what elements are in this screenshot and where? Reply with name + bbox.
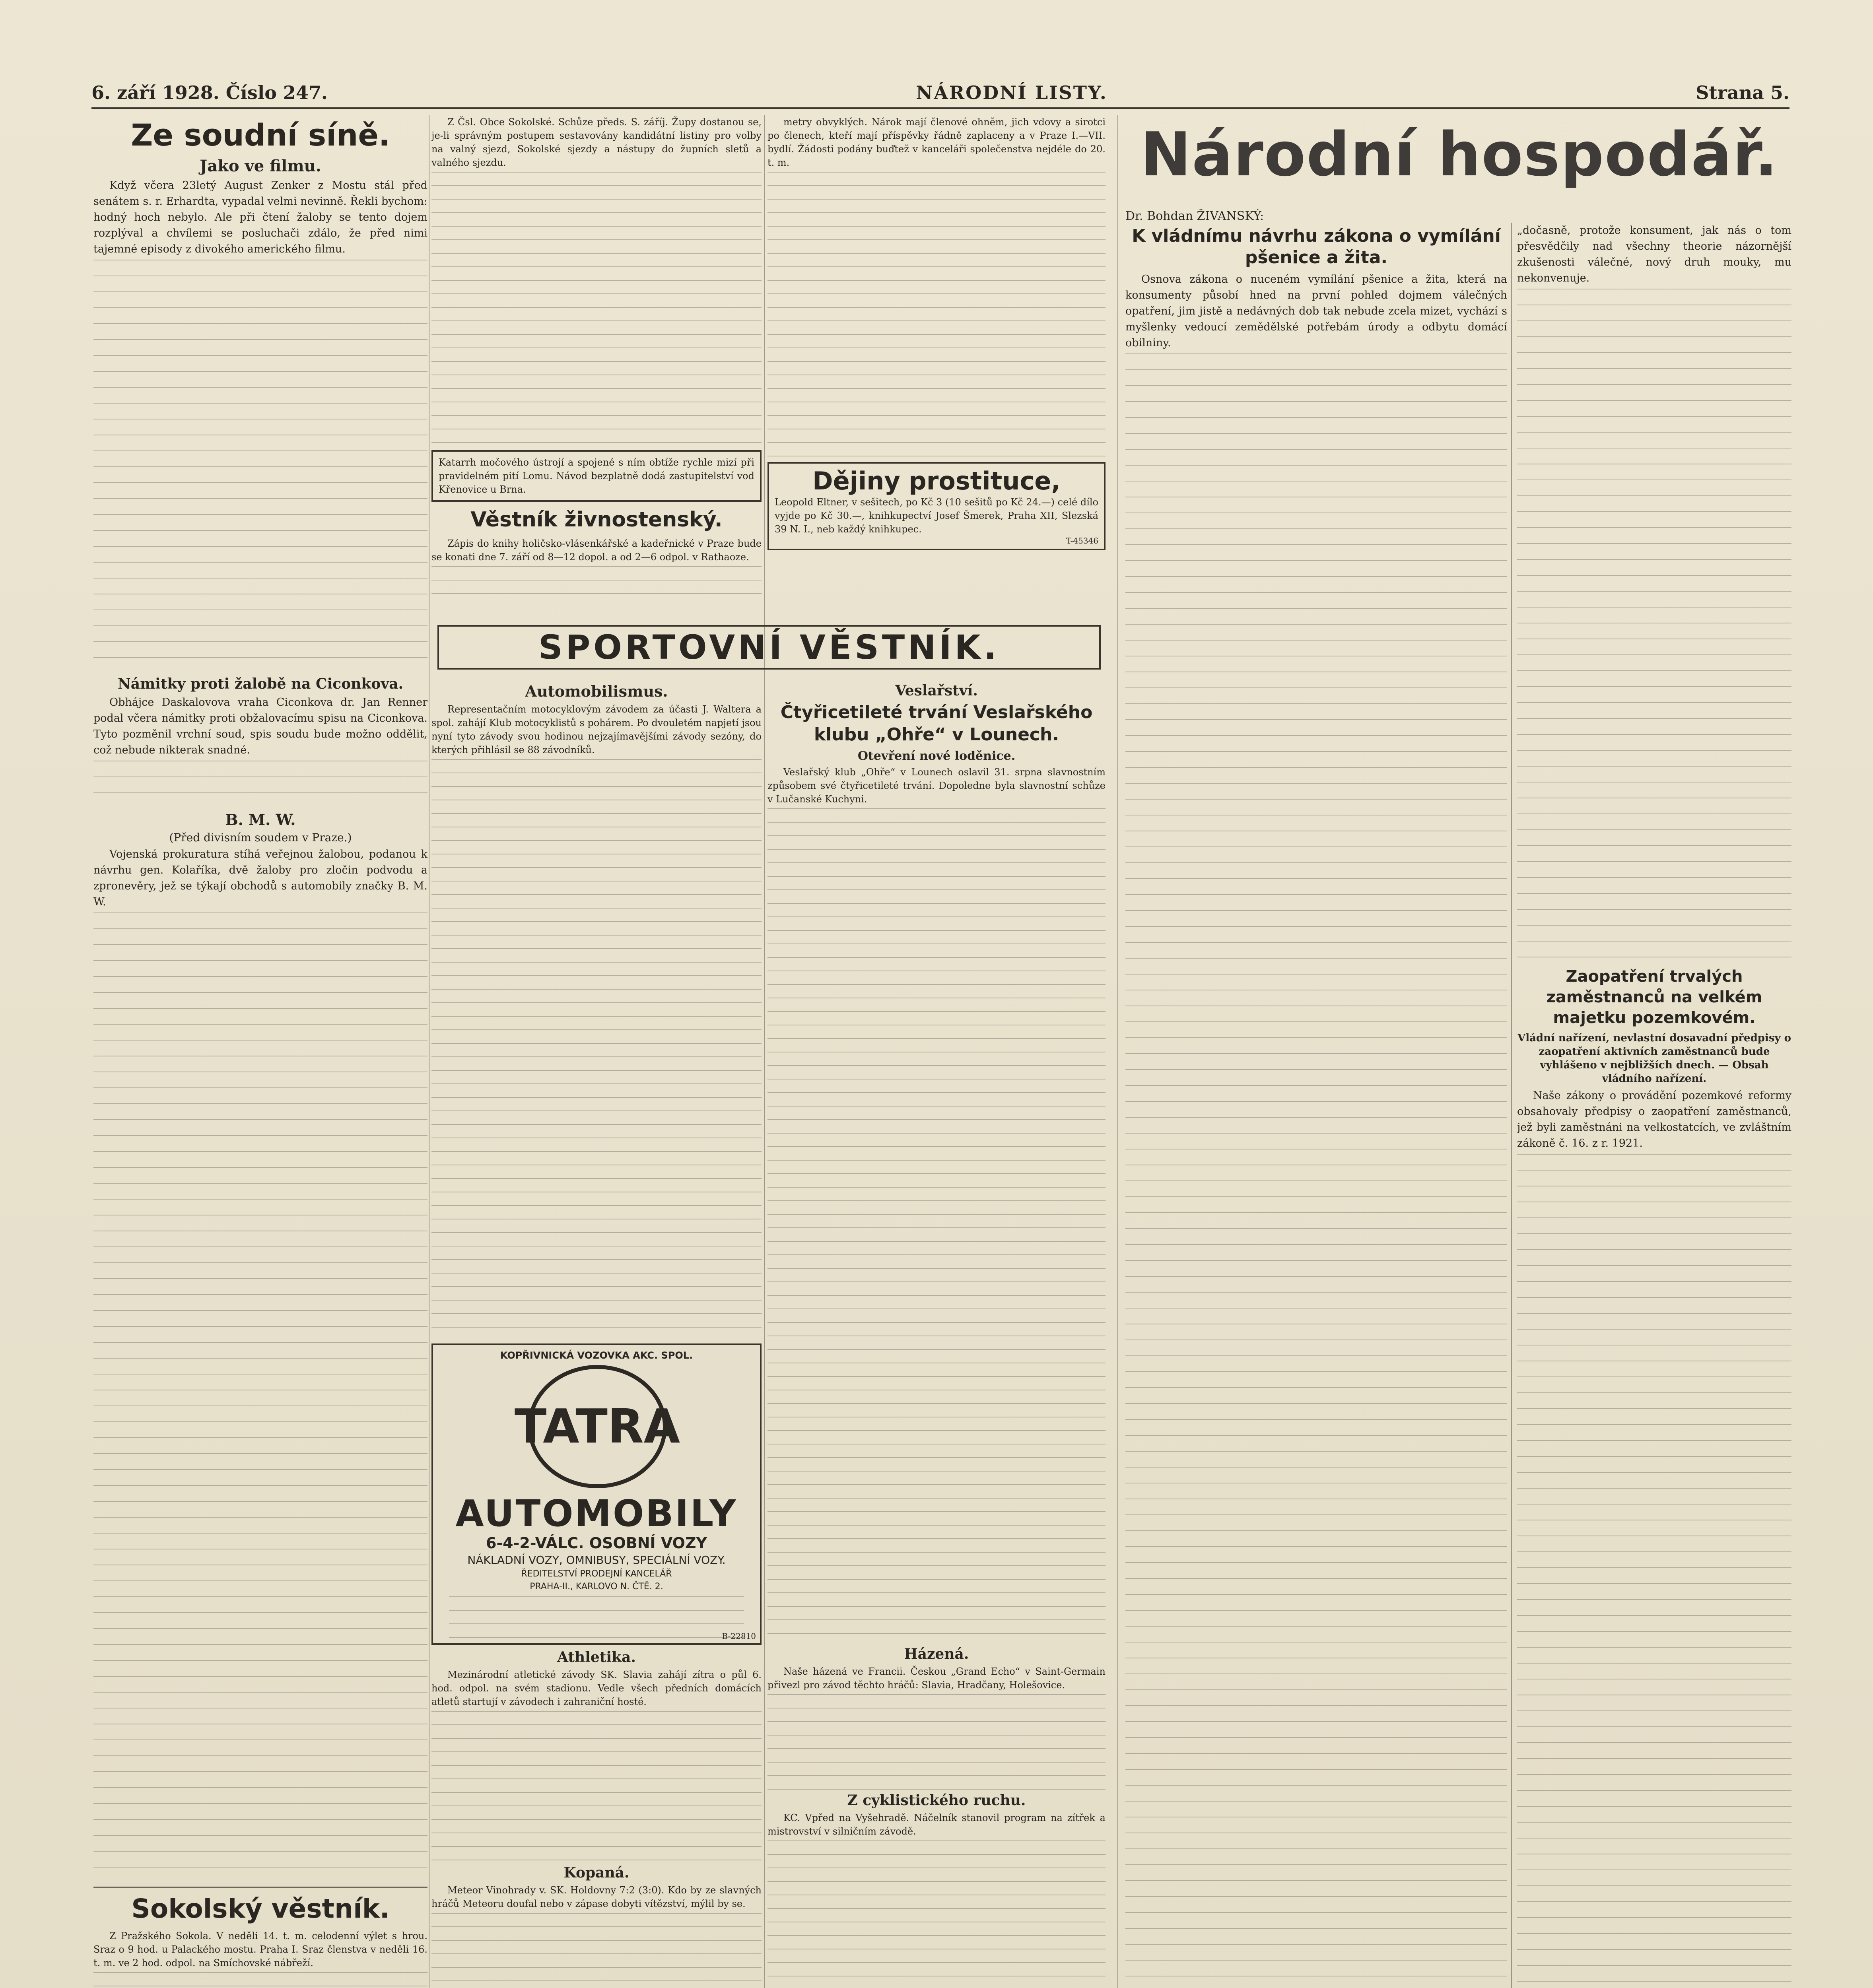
section-divider	[93, 1887, 427, 1888]
article-athletics	[431, 1668, 762, 1708]
ad-line-1: 6-4-2-VÁLC. OSOBNÍ VOZY	[486, 1534, 707, 1552]
article-paragraph: Vojenská prokuratura stíhá veřejnou žalobou, podanou k návrhu gen. Kolaříka, dvě žaloby pro zločin podvodu a zpronevěry, jež se týkají obchodů s automobily značky B. M. W.	[93, 848, 427, 908]
article-employees	[1517, 1088, 1791, 1151]
article-handball	[767, 1665, 1106, 1692]
section-title-economy: Národní hospodář.	[1141, 119, 1778, 190]
tatra-logo-icon	[433, 1361, 762, 1492]
column-court-news	[93, 115, 427, 1988]
subtitle-handball: Házená.	[904, 1646, 969, 1662]
section-title-zivnost: Věstník živnostenský.	[470, 508, 723, 532]
section-title-court: Ze soudní síně.	[131, 117, 390, 153]
notice-union	[767, 115, 1106, 169]
page-header	[91, 76, 1789, 103]
ad-line-4: PRAHA-II., KARLOVO N. ČTĚ. 2.	[530, 1582, 663, 1592]
article-continued-text	[93, 1972, 427, 1988]
article-jako-ve-filmu	[93, 178, 427, 257]
subtitle-athletics: Athletika.	[557, 1649, 636, 1666]
subtitle-cycling: Z cyklistického ruchu.	[847, 1792, 1026, 1809]
ad-line-2: NÁKLADNÍ VOZY, OMNIBUSY, SPECIÁLNÍ VOZY.	[467, 1553, 726, 1567]
header-rule	[91, 107, 1789, 109]
article-paragraph: „dočasně, protože konsument, jak nás o tom přesvědčily nad všechny theorie názornější zkušenosti válečné, nový druh mouky, mu nekonvenuje.	[1517, 224, 1791, 284]
subtitle-boathouse: Otevření nové loděnice.	[857, 749, 1016, 763]
subtitle-bmw: B. M. W.	[225, 811, 296, 829]
article-continued-text	[431, 1913, 762, 1988]
ad-branch-list	[449, 1596, 744, 1640]
column-economy-right	[1517, 223, 1791, 1988]
article-paragraph: Naše zákony o provádění pozemkové reformy obsahovaly předpisy o zaopatření zaměstnanců, jež byli zaměstnáni na velkostatcích, ve zvláštním zákoně č. 16. z r. 1921.	[1517, 1089, 1791, 1149]
ad-text: Leopold Eltner, v sešitech, po Kč 3 (10 sešitů po Kč 24.—) celé dílo vyjde po Kč 30.—, knihkupectví Josef Šmerek, Praha XII, Slezská 39 N. I., neb každý knihkupec.	[775, 497, 1098, 535]
column-sport-right	[767, 680, 1106, 1988]
article-continued-text	[767, 1840, 1106, 1988]
headline-rowing-club: Čtyřicetileté trvání Veslařského klubu „Ohře“ v Lounech.	[780, 702, 1093, 745]
article-continued-text	[431, 759, 762, 1340]
byline-bmw: (Před divisním soudem v Praze.)	[169, 831, 352, 844]
article-paragraph: Z Čsl. Obce Sokolské. Schůze předs. S. záříj. Župy dostanou se, je-li správným postupem sestavovány kandidátní listiny pro volby na valný sjezd, Sokolské sjezdy a nástupy do župních sletů a valného sjezdu.	[431, 116, 762, 168]
article-football	[431, 1883, 762, 1910]
article-paragraph: Representačním motocyklovým závodem za účasti J. Waltera a spol. zahájí Klub motocyklistů s pohárem. Po dvouletém napjetí jsou nyní tyto závody svou hodinou nejzajímavějšími závody sezóny, do kterých přihlásil se 88 závodníků.	[431, 704, 762, 755]
article-economy	[1125, 272, 1507, 351]
article-continued-text	[1517, 289, 1791, 961]
column-rule	[764, 115, 765, 1988]
header-page-number: Strana 5.	[1696, 82, 1789, 103]
article-byline: Dr. Bohdan ŽIVANSKÝ:	[1125, 209, 1264, 223]
article-paragraph: KC. Vpřed na Vyšehradě. Náčelník stanovil program na zítřek a mistrovství v silničním závodě.	[767, 1812, 1106, 1837]
zivnost-notice	[431, 537, 762, 564]
article-automobilism	[431, 703, 762, 757]
ad-automobily: AUTOMOBILY	[455, 1492, 738, 1535]
ad-code: B-22810	[722, 1631, 756, 1641]
article-rowing	[767, 765, 1106, 806]
article-continued-text	[93, 761, 427, 808]
subtitle-football: Kopaná.	[563, 1864, 630, 1881]
article-paragraph: Mezinárodní atletické závody SK. Slavia zahájí zítra o půl 6. hod. odpol. na svém stadionu. Vedle všech předních domácích atletů startují v závodech i zahraniční hosté.	[431, 1669, 762, 1707]
article-continued-text	[431, 1711, 762, 1862]
ad-code: T-45346	[1066, 536, 1098, 546]
article-paragraph: Naše házená ve Francii. Českou „Grand Echo“ v Saint-Germain přivezl pro závod těchto hráčů: Slavia, Hradčany, Holešovice.	[767, 1666, 1106, 1691]
article-economy-continuation	[1517, 223, 1791, 286]
article-paragraph: metry obvyklých. Nárok mají členové ohněm, jich vdovy a sirotci po členech, kteří mají příspěvky řádně zaplaceny a v Praze I.—VII. bydlí. Žádosti podány buďtež v kanceláři společenstva nejdéle do 20. t. m.	[767, 116, 1106, 168]
article-continued-text	[1125, 353, 1507, 1988]
article-paragraph: Obhájce Daskalovova vraha Ciconkova dr. Jan Renner podal včera námitky proti obžalovacímu spisu na Ciconkova. Tyto pozměnil vrchní soud, spis soudu bude možno oddělit, což nebude nikterak snadné.	[93, 696, 427, 756]
article-continued-text	[767, 1694, 1106, 1790]
article-continued-text	[1517, 1154, 1791, 1988]
headline-employees: Zaopatření trvalých zaměstnanců na velkém majetku pozemkovém.	[1546, 967, 1762, 1027]
ad-text: Katarrh močového ústrojí a spojené s ním obtíže rychle mizí při pravidelném pití Lomu. Návod bezplatně dodá zastupitelství vod Křenovice u Brna.	[439, 457, 754, 495]
article-bmw	[93, 846, 427, 910]
ad-company-name: KOPŘIVNICKÁ VOZOVKA AKC. SPOL.	[500, 1350, 693, 1361]
header-issue: 6. září 1928. Číslo 247.	[91, 82, 328, 103]
column-sport-left	[431, 680, 762, 1988]
ad-dejiny-prostituce	[767, 462, 1106, 550]
article-paragraph: Zápis do knihy holičsko-vlásenkářské a kadeřnické v Praze bude se konati dne 7. září od 8—12 dopol. a od 2—6 odpol. v Rathaoze.	[431, 538, 762, 563]
ad-tatra	[431, 1343, 762, 1645]
subtitle-automobilism: Automobilismus.	[525, 682, 668, 700]
article-paragraph: Osnova zákona o nuceném vymílání pšenice a žita, která na konsumenty působí hned na první pohled dojmem válečných opatření, jim jistě a nedávných dob tak nebude zcela mizet, vychází s myšlenky vedoucí zemědělské potřebám úrody a odbytu domácí obilniny.	[1125, 273, 1507, 349]
section-title-sokol: Sokolský věstník.	[131, 1893, 390, 1924]
article-headline: K vládnímu návrhu zákona o vymílání pšenice a žita.	[1132, 226, 1501, 268]
sokol-news	[93, 1929, 427, 1970]
sokol-obec-notice	[431, 115, 762, 169]
article-cycling	[767, 1811, 1106, 1838]
column-rule	[1117, 115, 1118, 1988]
article-paragraph: Z Pražského Sokola. V neděli 14. t. m. celodenní výlet s hrou. Sraz o 9 hod. u Palackého mostu. Praha I. Sraz členstva v neděli 16. t. m. ve 2 hod. odpol. na Smíchovské nábřeží.	[93, 1930, 427, 1969]
article-paragraph: Meteor Vinohrady v. SK. Holdovny 7:2 (3:0). Kdo by ze slavných hráčů Meteoru doufal nebo v zápase dobyti vítězství, mýlil by se.	[431, 1885, 762, 1909]
article-continued-text	[767, 172, 1106, 458]
subtitle-rowing: Veslařství.	[895, 682, 978, 699]
article-ciconkov	[93, 695, 427, 758]
header-masthead: NÁRODNÍ LISTY.	[916, 82, 1107, 103]
ad-line-3: ŘEDITELSTVÍ PRODEJNÍ KANCELÁŘ	[521, 1569, 672, 1579]
article-continued-text	[767, 808, 1106, 1643]
article-continued-text	[431, 172, 762, 446]
article-paragraph: Když včera 23letý August Zenker z Mostu stál před senátem s. r. Erhardta, vypadal velmi nevinně. Řekli bychom: hodný hoch nebylo. Ale při čtení žaloby se tento dojem rozplýval a chvílemi se posluchači zdálo, že před nimi tajemné episody z divokého amerického filmu.	[93, 179, 427, 255]
article-continued-text	[93, 912, 427, 1883]
article-paragraph: Veslařský klub „Ohře“ v Lounech oslavil 31. srpna slavnostním způsobem své čtyřicetileté trvání. Dopoledne byla slavnostní schůze v Lučanské Kuchyni.	[767, 767, 1106, 805]
ad-title: Dějiny prostituce,	[812, 466, 1061, 495]
subtitle-ciconkov: Námitky proti žalobě na Ciconkova.	[117, 676, 404, 692]
subtitle-jako-ve-filmu: Jako ve filmu.	[200, 157, 321, 175]
sport-section-banner: SPORTOVNÍ VĚSTNÍK.	[437, 625, 1101, 670]
article-continued-text	[431, 566, 762, 606]
column-economy	[1125, 207, 1507, 1988]
tatra-logo-text: TATRA	[514, 1399, 680, 1454]
column-rule	[1511, 223, 1512, 1988]
lead-employees: Vládní nařízení, nevlastní dosavadní předpisy o zaopatření aktivních zaměstnanců bude vyhlášeno v nejbližších dnech. — Obsah vládního nařízení.	[1517, 1032, 1791, 1085]
article-continued-text	[93, 260, 427, 673]
ad-katarrh	[431, 450, 762, 502]
